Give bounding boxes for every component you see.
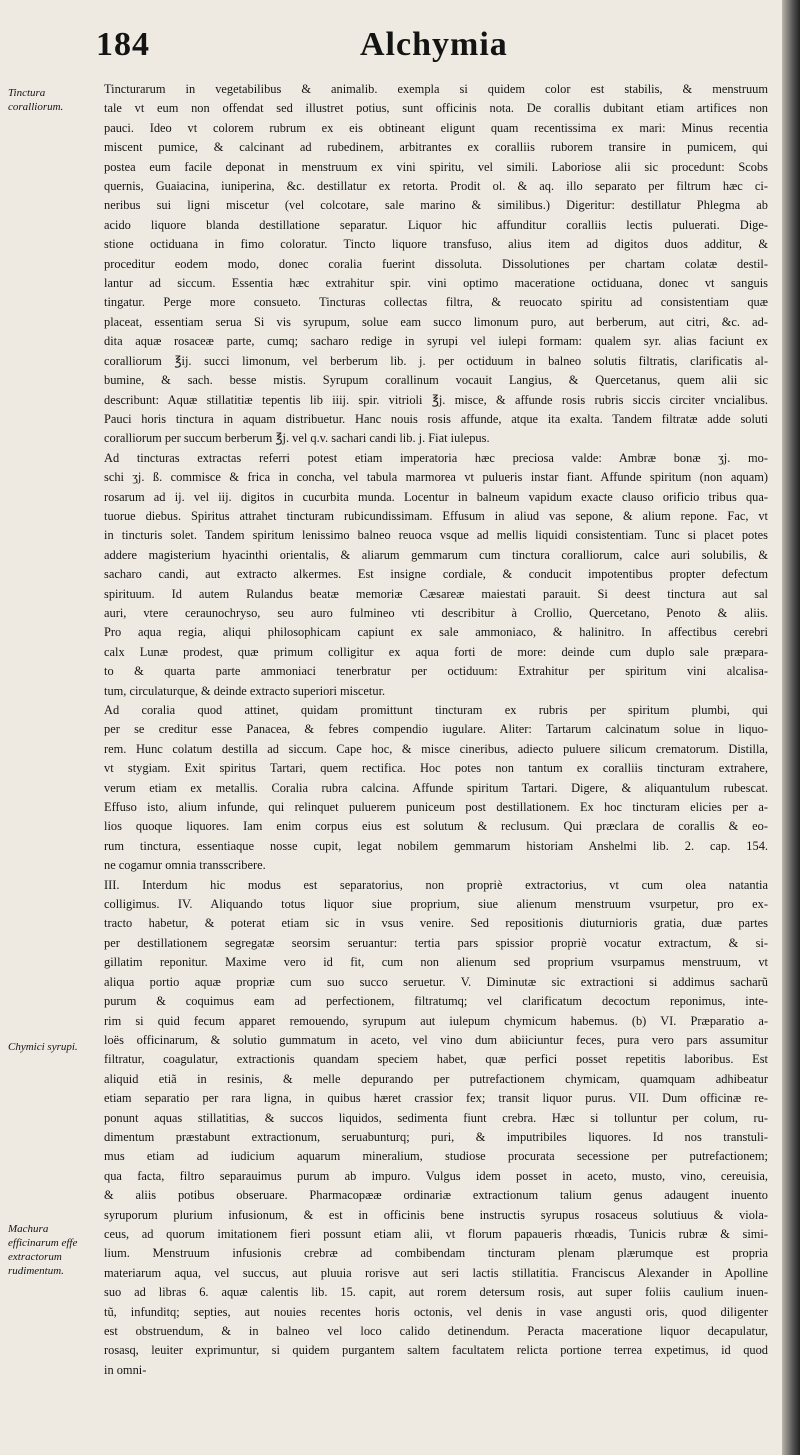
text-line: qua facta, filtro separauimus purum ab impuro. Vulgus idem posset in aceto, musto, vino, cereuisia,	[104, 1168, 768, 1183]
text-line: rosasq, leuiter exprimuntur, si quidem purgantem saltem facultatem relicta portione terrea expetimus, id quod	[104, 1343, 768, 1358]
text-line: Pauci horis tinctura in aquam distribuetur. Hanc nouis rosis affunde, atque ita exalta. Tandem filtratæ adde soluti	[104, 411, 768, 426]
text-line: verum etiam ex metallis. Coralia rubra calcina. Affunde spiritum Tartari. Digere, & aliquantulum rubescat.	[104, 780, 768, 795]
text-line: addere magisterium hyacinthi orientalis, & aliarum gemmarum cum tinctura coralliorum, calce auri solubilis, &	[104, 547, 768, 562]
text-line: rum tinctura, essentiaque nosse cupit, legat nobilem gemmarum historiam Anshelmi lib. 2. cap. 154.	[104, 838, 768, 853]
text-line: lium. Menstruum infusionis crebræ ad combibendam tincturam plenam plærumque est propria	[104, 1246, 768, 1261]
text-line: Effuso isto, alium infunde, qui relinquet puluerem puniceum post destillationem. Ex hoc tincturam elicies per a-	[104, 800, 768, 815]
page-number: 184	[96, 26, 150, 63]
text-line: Ad tincturas extractas referri potest etiam imperatoria hæc preciosa valde: Ambræ bonæ ʒj. mo-	[104, 450, 768, 465]
text-line: tale vt eum non offendat sed illustret potius, sunt officinis nota. De corallis dubitant etiam artifices non	[104, 101, 768, 116]
running-title: Alchymia	[360, 26, 508, 63]
text-line: filtratur, coagulatur, extractionis quandam speciem habet, quæ perfici posset repetitis laboribus. Est	[104, 1052, 768, 1067]
text-line: loës officinarum, & solutio gummatum in aceto, vel vino dum abiiciuntur feces, pura vero pars assumitur	[104, 1032, 768, 1047]
text-line: Tincturarum in vegetabilibus & animalib. exempla si quidem color est stabilis, & menstruum	[104, 82, 768, 96]
body-text	[80, 80, 768, 1380]
text-line: proceditur eodem modo, donec coralia fuerint dissoluta. Dissolutiones per chartam colatæ destil-	[104, 256, 768, 271]
text-line: tũ, infunditq; septies, aut nouies recentes horis octonis, vel denis in vase angusti oris, quod diligenter	[104, 1304, 768, 1319]
text-line: etiam separatio per rara ligna, in quibus hæret crassior fex; transit liquor purus. VII. Dum officinæ re-	[104, 1091, 768, 1106]
text-line: ne cogamur omnia transscribere.	[104, 858, 266, 873]
margin-note: Chymici syrupi.	[8, 1041, 78, 1053]
text-line: rem. Hunc colatum destilla ad siccum. Cape hoc, & misce cineribus, adiecto puluere silicum crematorum. Distilla,	[104, 741, 768, 756]
text-line: calx Lunæ prodest, quæ primum colligitur ex aqua forti de more: deinde cum duplo sale præpara-	[104, 644, 768, 659]
text-line: bumine, & sach. besse mistis. Syrupum corallinum vocauit Langius, & Quercetanus, quem alii sic	[104, 373, 768, 388]
paragraph	[80, 449, 768, 701]
text-line: tuorue diebus. Spiritus attrahet tincturam rubicundissimam. Effusum in aliud vas sepone, & alium repone. Fac, vt	[104, 508, 768, 523]
text-line: aliqua portio aquæ propriæ cum suo succo seruetur. V. Diminutæ sic extractioni si addimus sacharũ	[104, 974, 768, 989]
paragraph	[80, 876, 768, 1381]
text-line: III. Interdum hic modus est separatorius, non propriè extractorius, vt cum olea natantia	[104, 877, 768, 892]
text-line: materiarum aqua, vel succus, aut pluuia rorisve aut seri lactis stillatitia. Franciscus Alexander in Apolline	[104, 1265, 768, 1280]
text-line: schi ʒj. ß. commisce & frica in concha, vel tabula marmorea vt pulueris instar fiant. Affunde spiritum (non aquam)	[104, 470, 768, 485]
text-line: syruporum plurium infusionum, & est in officinis bene instructis syrupus rosaceus solutiuus & viola-	[104, 1207, 768, 1222]
text-line: per destillationem segregatæ seorsim seruantur: tertia pars spissior propriè vocatur extractum, & si-	[104, 935, 768, 950]
text-line: ceus, ad quorum imitationem fieri possunt etiam alii, vt florum papaueris rhœadis, Tunicis rubræ & simi-	[104, 1226, 768, 1241]
text-line: mus etiam ad iudicium aquarum mineralium, studiose procurata secessione per putrefactionem;	[104, 1149, 768, 1164]
text-line: lantur ad siccum. Essentia hæc extrahitur spir. vini optimo maceratione octiduana, donec vt sanguis	[104, 276, 768, 291]
text-line: gillatim reponitur. Maxime vero id fit, cum non alienum sed proprium vsurpamus menstruum, vt	[104, 955, 768, 970]
book-spine	[782, 0, 800, 1455]
text-line: tum, circulaturque, & deinde extracto superiori miscetur.	[104, 683, 386, 698]
text-line: in tincturis solet. Tandem spiritum lenissimo balneo reuoca vsque ad mellis liquidi consistentiam. Tunc si placet potes	[104, 528, 768, 543]
text-line: Pro aqua regia, aliqui philosophicam capiunt ex sale ammoniaco, & halinitro. In affectibus cerebri	[104, 625, 768, 640]
text-line: placeat, essentiam serua Si vis syrupum, solue eam succo limonum puro, aut berberum, aut citri, &c. ad-	[104, 314, 768, 329]
text-line: aliquid etiã in resinis, & melle depurando per putrefactionem chymicam, quamquam adhibeatur	[104, 1071, 768, 1086]
text-line: to & quarta parte ammoniaci tenerbratur per octiduum: Extrahitur per spiritum vini alcalisa-	[104, 664, 768, 679]
text-line: tracto habetur, & poterat etiam sic in vsus venire. Sed repositionis diuturnioris gratia, duæ partes	[104, 916, 768, 931]
page-header	[0, 26, 782, 74]
text-line: rosarum ad ij. vel iij. digitos in cucurbita munda. Locentur in balneum vapidum exacte clauso orificio tribus qua-	[104, 489, 768, 504]
text-line: dimentum præstabunt extractionum, seruabunturq; puri, & imputribiles liquores. Id nos transtuli-	[104, 1129, 768, 1144]
text-line: rim si quid fecum apparet remouendo, syrupum aut iulepum chymicum habemus. (b) VI. Præparatio a-	[104, 1013, 768, 1028]
text-line: lios quoque liquores. Iam enim corpus eius est solutum & reclusum. Qui præclara de corallis & eo-	[104, 819, 768, 834]
text-line: pauci. Ideo vt colorem rubrum ex eis obtineant eligunt quam recentissima ex mari: Minus recentia	[104, 120, 768, 135]
text-line: colligimus. IV. Aliquando totus liquor siue proprium, siue alienum menstruum vsurpetur, pro ex-	[104, 897, 768, 912]
margin-note: Tinctura coralliorum.	[8, 87, 64, 113]
text-line: sacharo candi, aut extracto alkermes. Est insigne cordiale, & conducit impotentibus propter defectum	[104, 567, 768, 582]
text-line: est obstruendum, & in balneo vel loco calido detinendum. Peracta maceratione liquor decapulatur,	[104, 1324, 768, 1338]
text-line: suo ad libras 6. aquæ calentis lib. 15. capit, aut rorem detersum rosis, aut super foliis caulium inuen-	[104, 1285, 768, 1300]
text-line: stione octiduana in fimo coloratur. Tincto liquore transfuso, alius item ad digitos duos additur, &	[104, 237, 768, 252]
text-line: in omni-	[104, 1362, 147, 1377]
text-line: quernis, Guaiacina, iuniperina, &c. destillatur ex retorta. Prodit ol. & aq. illo separato per filtrum hæc ci-	[104, 179, 768, 194]
text-line: coralliorum ℥ij. succi limonum, vel berberum lib. j. per octiduum in balneo solutis filtratis, clarificatis al-	[104, 353, 768, 368]
text-line: auri, vtere ceraunochryso, seu auro fulmineo vti describitur à Crollio, Quercetano, Penoto & aliis.	[104, 605, 768, 620]
margin-note: Machura efficinarum effe extractorum rudimentum.	[8, 1223, 78, 1277]
text-line: miscent pumice, & calcinant ad rubedinem, arbitrantes ex coralliis ruborem transire in pumicem, qui	[104, 140, 768, 155]
text-line: vt stygiam. Exit spiritus Tartari, quem rectifica. Hoc potes non tantum ex coralliis tincturam extrahere,	[104, 761, 768, 776]
text-line: neribus sui ligni miscetur (vel colcotare, sale marino & similibus.) Digeritur: destillatur Phlegma ab	[104, 198, 768, 213]
text-line: ponunt aquas stillatitias, & succos liquidos, sedimenta fiunt crebra. Hæc si tolluntur per colum, ru-	[104, 1110, 768, 1125]
text-line: tingatur. Perge more consueto. Tincturas collectas filtra, & reuocato spiritu ad consistentiam quæ	[104, 295, 768, 310]
text-line: & aliis potibus obseruare. Pharmacopææ ordinariæ extractionum talium genus adaugent inuento	[104, 1188, 768, 1203]
text-line: acido liquore blanda destillatione separatur. Liquor hic affunditur coralliis lectis puluerati. Dige-	[104, 217, 768, 232]
text-line: purum & coquimus eam ad perfectionem, filtratumq; vel clarificatum decoctum reponimus, inte-	[104, 994, 768, 1009]
text-line: postea eum facile deponat in menstruum ex vini spiritu, vel simili. Laboriose alii sic procedunt: Scobs	[104, 159, 768, 174]
paragraph	[80, 80, 768, 449]
text-line: coralliorum per succum berberum ℥j. vel q.v. sachari candi lib. j. Fiat iulepus.	[104, 431, 490, 446]
text-line: describunt: Aquæ stillatitiæ tepentis lib iiij. spir. vitrioli ℥j. misce, & affunde rosis rubris siccis circiter vncialibus.	[104, 392, 768, 407]
paragraph	[80, 701, 768, 876]
text-line: spirituum. Id autem Rulandus beatæ memoriæ Cæsareæ maiestati parauit. Si deest tinctura aut sal	[104, 586, 768, 601]
text-line: Ad coralia quod attinet, quidam promittunt tincturam ex rubris per spiritum plumbi, qui	[104, 703, 768, 717]
text-line: per se creditur esse Panacea, & febres compendio iugulare. Aliter: Tartarum calcinatum solue in liquo-	[104, 722, 768, 737]
text-line: dita aquæ rosaceæ parte, cumq; sacharo redige in syrupi vel iulepi formam: qualem syr. alias faciunt ex	[104, 334, 768, 349]
